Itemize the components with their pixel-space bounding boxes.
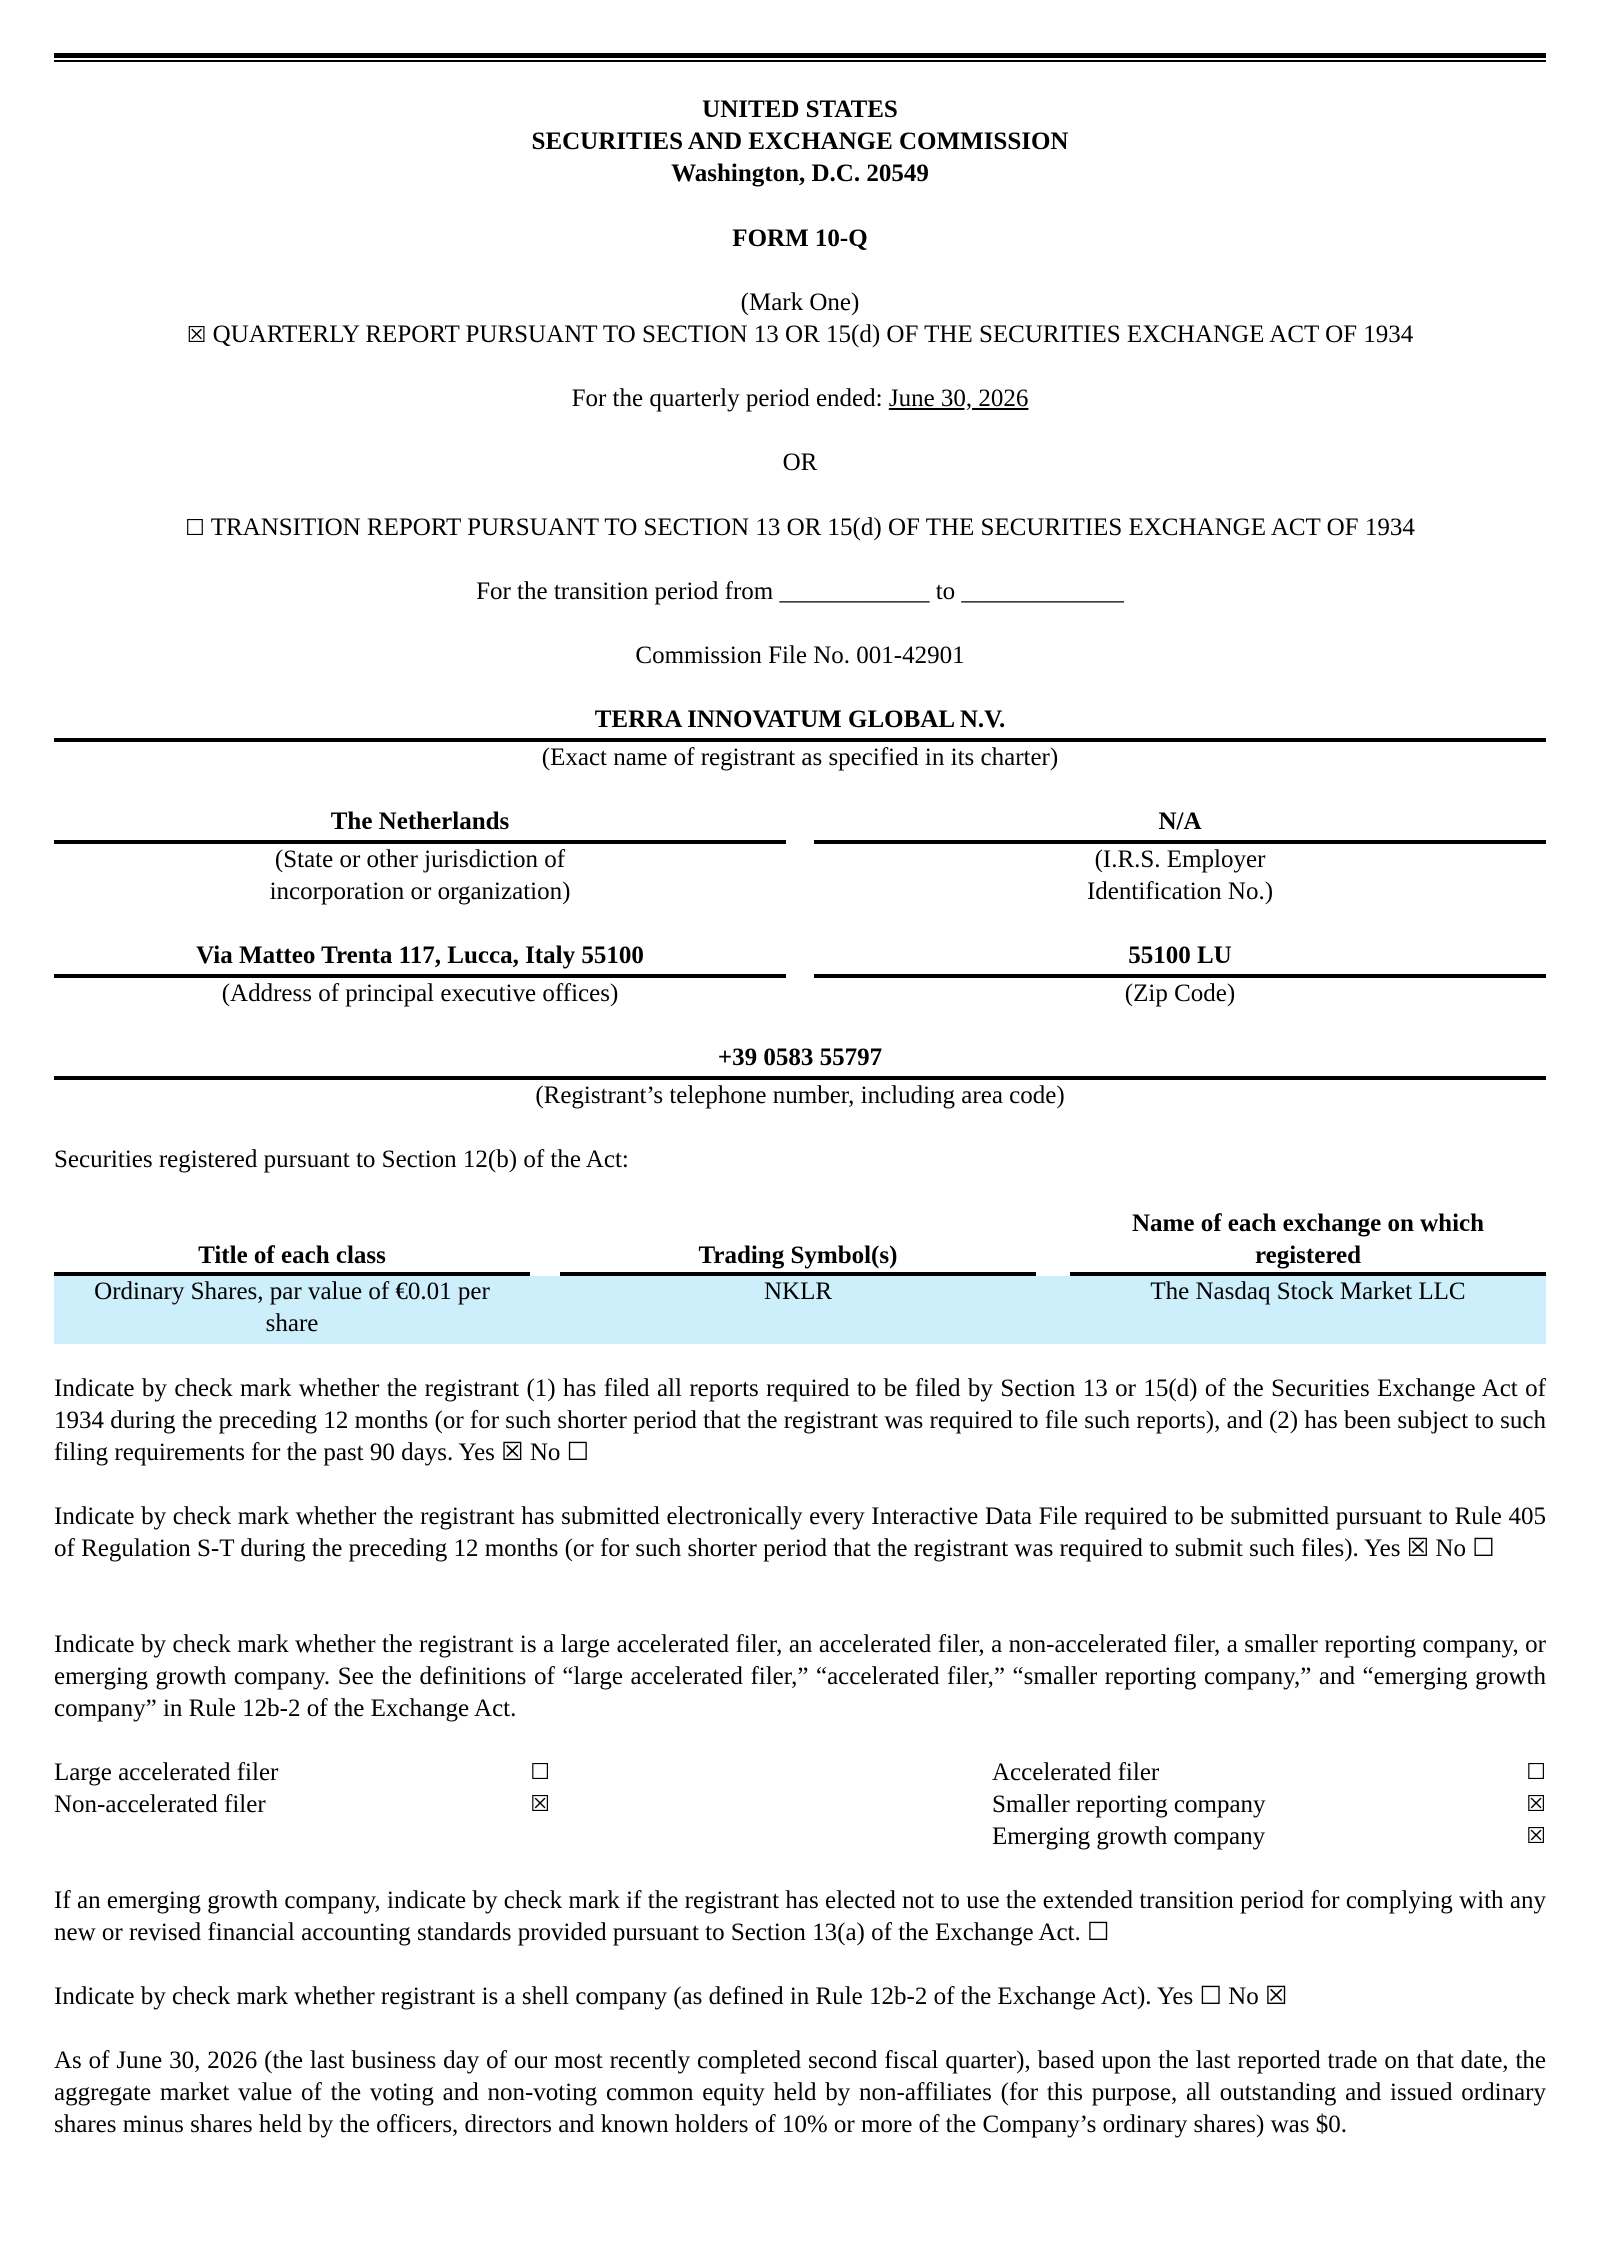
interactive-data-paragraph: Indicate by check mark whether the registrant has submitted electronically every Interactive Data File required to be submitted pursuant to Rule 405 of Regulation S-T during the preceding 12 months (or for such shorter period that the registrant was required to submit such files). Yes ☒ No ☐ bbox=[54, 1503, 1546, 1562]
col-header-title: Title of each class bbox=[198, 1242, 386, 1269]
row-trading-symbol: NKLR bbox=[763, 1278, 833, 1305]
emerging-growth-election-paragraph: If an emerging growth company, indicate by check mark if the registrant has elected not to use the extended transition period for complying with any new or revised financial accounting standards provided pursuant to Section 13(a) of the Exchange Act. ☐ bbox=[54, 1887, 1546, 1946]
row-class-title-line-2: share bbox=[265, 1310, 319, 1337]
or-separator: OR bbox=[782, 449, 818, 476]
col-header-symbol: Trading Symbol(s) bbox=[698, 1242, 898, 1269]
state-of-incorporation: The Netherlands bbox=[330, 808, 510, 835]
commission-file-no: Commission File No. 001-42901 bbox=[635, 642, 965, 669]
accelerated-filer-label: Accelerated filer bbox=[992, 1759, 1160, 1786]
row-class-title-line-1: Ordinary Shares, par value of €0.01 per bbox=[94, 1278, 490, 1305]
smaller-reporting-company-label: Smaller reporting company bbox=[992, 1791, 1266, 1818]
transition-report-option bbox=[54, 512, 1546, 545]
zip-caption: (Zip Code) bbox=[1124, 980, 1236, 1007]
row-exchange-name: The Nasdaq Stock Market LLC bbox=[1150, 1278, 1466, 1305]
telephone-number: +39 0583 55797 bbox=[717, 1044, 883, 1071]
shell-company-paragraph: Indicate by check mark whether registrant is a shell company (as defined in Rule 12b-2 of the Exchange Act). Yes ☐ No ☒ bbox=[54, 1983, 1288, 2010]
state-caption-line-2: incorporation or organization) bbox=[269, 878, 571, 905]
filer-status-paragraph: Indicate by check mark whether the registrant is a large accelerated filer, an accelerated filer, a non-accelerated filer, a smaller reporting company, or emerging growth company. See the definitions of “large accelerated filer,” “accelerated filer,” “smaller reporting company,” and “emerging growth company” in Rule 12b-2 of the Exchange Act. bbox=[54, 1631, 1546, 1722]
row-class-title bbox=[54, 1276, 530, 1340]
quarterly-report-text: QUARTERLY REPORT PURSUANT TO SECTION 13 OR 15(d) OF THE SECURITIES EXCHANGE ACT OF 1934 bbox=[212, 321, 1414, 348]
agency-line-3: Washington, D.C. 20549 bbox=[671, 160, 929, 187]
quarterly-period bbox=[54, 383, 1546, 415]
state-caption bbox=[54, 844, 786, 908]
registrant-name: TERRA INNOVATUM GLOBAL N.V. bbox=[594, 706, 1006, 733]
quarterly-checkbox[interactable]: ☒ bbox=[186, 323, 207, 348]
state-caption-line-1: (State or other jurisdiction of bbox=[274, 846, 566, 873]
smaller-reporting-company-checkbox[interactable]: ☒ bbox=[1526, 1792, 1546, 1817]
agency-header bbox=[54, 94, 1546, 190]
large-accelerated-filer-label: Large accelerated filer bbox=[54, 1759, 279, 1786]
col-header-exchange-line-2: registered bbox=[1255, 1242, 1361, 1269]
irs-caption bbox=[814, 844, 1546, 908]
col-header-exchange-line-1: Name of each exchange on which bbox=[1131, 1210, 1485, 1237]
agency-line-1: UNITED STATES bbox=[702, 96, 898, 123]
securities-row bbox=[54, 1276, 1546, 1344]
irs-caption-line-1: (I.R.S. Employer bbox=[1094, 846, 1266, 873]
form-title: FORM 10-Q bbox=[732, 225, 868, 252]
period-date: June 30, 2026 bbox=[888, 385, 1029, 412]
mark-one: (Mark One) bbox=[740, 289, 860, 316]
principal-address: Via Matteo Trenta 117, Lucca, Italy 55100 bbox=[196, 942, 644, 969]
irs-caption-line-2: Identification No.) bbox=[1086, 878, 1274, 905]
large-accelerated-filer-checkbox[interactable]: ☐ bbox=[530, 1760, 550, 1785]
transition-checkbox[interactable]: ☐ bbox=[185, 516, 205, 541]
securities-intro: Securities registered pursuant to Section 12(b) of the Act: bbox=[54, 1146, 629, 1173]
market-value-paragraph: As of June 30, 2026 (the last business day of our most recently completed second fiscal quarter), based upon the last reported trade on that date, the aggregate market value of the voting and non-voting common equity held by non-affiliates (for this purpose, all outstanding and issued ordinary shares minus shares held by the officers, directors and known holders of 10% or more of the Company’s ordinary shares) was $0. bbox=[54, 2047, 1546, 2138]
accelerated-filer-checkbox[interactable]: ☐ bbox=[1526, 1760, 1546, 1785]
telephone-caption: (Registrant’s telephone number, including area code) bbox=[535, 1082, 1065, 1109]
irs-number: N/A bbox=[1158, 808, 1202, 835]
zip-code: 55100 LU bbox=[1128, 942, 1232, 969]
reports-filed-paragraph: Indicate by check mark whether the registrant (1) has filed all reports required to be filed by Section 13 or 15(d) of the Securities Exchange Act of 1934 during the preceding 12 months (or for such shorter period that the registrant was required to file such reports), and (2) has been subject to such filing requirements for the past 90 days. Yes ☒ No ☐ bbox=[54, 1375, 1546, 1466]
col-header-exchange bbox=[1070, 1208, 1546, 1272]
transition-report-text: TRANSITION REPORT PURSUANT TO SECTION 13 OR 15(d) OF THE SECURITIES EXCHANGE ACT OF 1934 bbox=[210, 514, 1415, 541]
non-accelerated-filer-checkbox[interactable]: ☒ bbox=[530, 1792, 550, 1817]
non-accelerated-filer-label: Non-accelerated filer bbox=[54, 1791, 266, 1818]
quarterly-report-option bbox=[54, 319, 1546, 352]
registrant-name-caption: (Exact name of registrant as specified in its charter) bbox=[541, 744, 1059, 771]
period-prefix: For the quarterly period ended: bbox=[571, 385, 889, 412]
emerging-growth-company-label: Emerging growth company bbox=[992, 1823, 1266, 1850]
transition-period: For the transition period from ____________ to _____________ bbox=[476, 578, 1124, 605]
top-double-rule bbox=[54, 53, 1546, 62]
agency-line-2: SECURITIES AND EXCHANGE COMMISSION bbox=[531, 128, 1069, 155]
address-caption: (Address of principal executive offices) bbox=[221, 980, 619, 1007]
emerging-growth-company-checkbox[interactable]: ☒ bbox=[1526, 1824, 1546, 1849]
